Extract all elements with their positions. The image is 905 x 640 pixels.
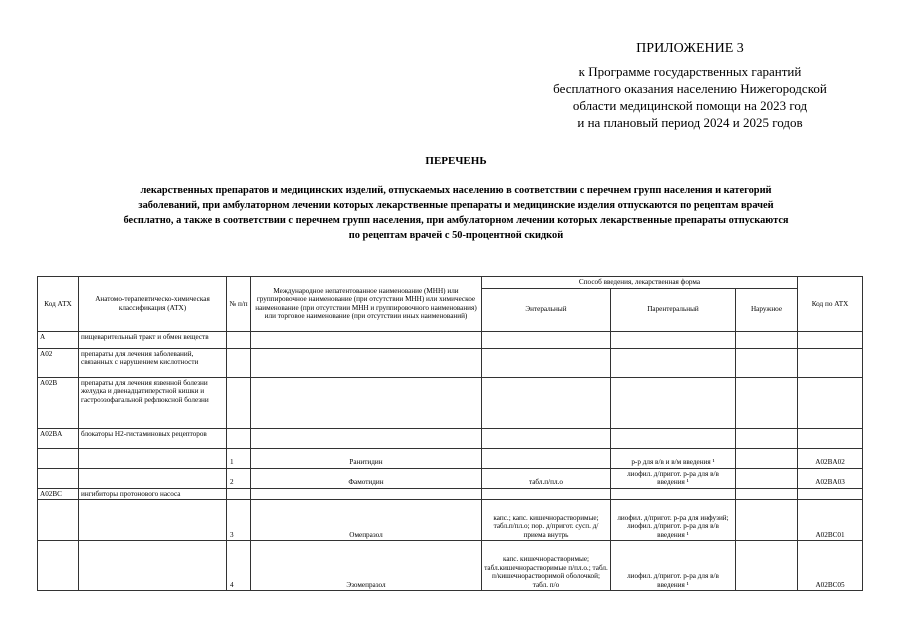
cell-atc — [798, 428, 863, 448]
subtitle-line: лекарственных препаратов и медицинских изделий, отпускаемых населению в соответствии с перечнем групп населения и категорий — [140, 185, 772, 196]
cell-external — [736, 348, 798, 377]
subtitle-line: по рецептам врачей с 50-процентной скидкой — [348, 230, 564, 241]
table-row — [38, 488, 863, 500]
table-row — [38, 448, 863, 468]
cell-enteral: капс. кишечнорастворимые; табл.кишечнорастворимые п/пл.о.; табл. п/кишечнорастворимой оболочкой; табл. п/о — [482, 541, 611, 591]
cell-drug-name — [251, 488, 482, 500]
cell-classification — [79, 468, 227, 488]
header-external: Наружное — [736, 288, 798, 331]
drug-list-table — [37, 276, 863, 591]
cell-code — [38, 468, 79, 488]
header-parenteral: Парентеральный — [611, 288, 736, 331]
cell-external — [736, 377, 798, 428]
cell-code: A02BC — [38, 488, 79, 500]
document-subtitle — [80, 183, 832, 243]
cell-external — [736, 428, 798, 448]
table-row — [38, 428, 863, 448]
appendix-line: области медицинской помощи на 2023 год — [572, 98, 808, 113]
cell-drug-name — [251, 377, 482, 428]
cell-parenteral — [611, 377, 736, 428]
cell-code — [38, 500, 79, 541]
header-number: № п/п — [227, 277, 251, 332]
cell-enteral — [482, 331, 611, 348]
cell-code: A02 — [38, 348, 79, 377]
cell-atc — [798, 488, 863, 500]
cell-parenteral — [611, 348, 736, 377]
cell-classification: препараты для лечения заболеваний, связанных с нарушением кислотности — [79, 348, 227, 377]
appendix-line: к Программе государственных гарантий — [578, 64, 802, 79]
cell-enteral — [482, 428, 611, 448]
cell-atc — [798, 348, 863, 377]
table-row — [38, 541, 863, 591]
cell-classification: пищеварительный тракт и обмен веществ — [79, 331, 227, 348]
cell-atc: A02BA03 — [798, 468, 863, 488]
cell-number: 4 — [227, 541, 251, 591]
cell-enteral: капс.; капс. кишечнорастворимые; табл.п/пл.о; пор. д/пригот. сусп. д/приема внутрь — [482, 500, 611, 541]
cell-drug-name: Омепразол — [251, 500, 482, 541]
cell-parenteral — [611, 428, 736, 448]
cell-number — [227, 488, 251, 500]
table-row — [38, 331, 863, 348]
cell-drug-name — [251, 348, 482, 377]
cell-number — [227, 428, 251, 448]
cell-external — [736, 448, 798, 468]
header-drug-name: Международное непатентованное наименование (МНН) или группировочное наименование (при отсутствии МНН) или химическое наименование (при отсутствии МНН и группировочного наименования) или торговое наименование (при отсутствии иных наименований) — [251, 277, 482, 332]
cell-drug-name: Фамотидин — [251, 468, 482, 488]
header-atc-code-right: Код по АТХ — [798, 277, 863, 332]
cell-number — [227, 377, 251, 428]
header-route-group: Способ введения, лекарственная форма — [482, 277, 798, 289]
cell-number — [227, 331, 251, 348]
appendix-line: бесплатного оказания населению Нижегородской — [553, 81, 827, 96]
cell-classification: препараты для лечения язвенной болезни желудка и двенадцатиперстной кишки и гастроэзофагальной рефлюксной болезни — [79, 377, 227, 428]
cell-external — [736, 331, 798, 348]
cell-code: A02B — [38, 377, 79, 428]
cell-atc: A02BC05 — [798, 541, 863, 591]
appendix-line: и на плановый период 2024 и 2025 годов — [577, 115, 803, 130]
cell-drug-name — [251, 428, 482, 448]
cell-atc: A02BC01 — [798, 500, 863, 541]
header-atc-code: Код АТХ — [38, 277, 79, 332]
subtitle-line: заболеваний, при амбулаторном лечении которых лекарственные препараты и медицинские изделия отпускаются по рецептам врачей — [138, 200, 774, 211]
cell-parenteral — [611, 488, 736, 500]
cell-drug-name: Эзомепразол — [251, 541, 482, 591]
table-row — [38, 377, 863, 428]
cell-external — [736, 468, 798, 488]
appendix-title: ПРИЛОЖЕНИЕ 3 — [636, 41, 744, 56]
cell-enteral — [482, 448, 611, 468]
cell-enteral: табл.п/пл.о — [482, 468, 611, 488]
cell-atc — [798, 331, 863, 348]
cell-atc — [798, 377, 863, 428]
header-atc-classification: Анатомо-терапевтическо-химическая классификация (АТХ) — [79, 277, 227, 332]
cell-external — [736, 541, 798, 591]
cell-classification: блокаторы Н2-гистаминовых рецепторов — [79, 428, 227, 448]
cell-number: 3 — [227, 500, 251, 541]
cell-classification: ингибиторы протонового насоса — [79, 488, 227, 500]
cell-code: A — [38, 331, 79, 348]
table-row — [38, 468, 863, 488]
cell-code — [38, 541, 79, 591]
cell-atc: A02BA02 — [798, 448, 863, 468]
table-row — [38, 500, 863, 541]
cell-enteral — [482, 377, 611, 428]
document-heading: ПЕРЕЧЕНЬ — [425, 155, 487, 167]
header-enteral: Энтеральный — [482, 288, 611, 331]
subtitle-line: бесплатно, а также в соответствии с перечнем групп населения, при амбулаторном лечении которых лекарственные препараты отпускаются — [123, 215, 789, 226]
cell-parenteral: лиофил. д/пригот. р-ра для в/в введения ¹ — [611, 541, 736, 591]
cell-code: A02BA — [38, 428, 79, 448]
cell-external — [736, 488, 798, 500]
cell-number — [227, 348, 251, 377]
cell-classification — [79, 500, 227, 541]
cell-number: 2 — [227, 468, 251, 488]
cell-parenteral — [611, 331, 736, 348]
cell-classification — [79, 448, 227, 468]
cell-external — [736, 500, 798, 541]
cell-classification — [79, 541, 227, 591]
cell-enteral — [482, 348, 611, 377]
cell-drug-name: Ранитидин — [251, 448, 482, 468]
cell-drug-name — [251, 331, 482, 348]
appendix-block — [540, 40, 840, 131]
cell-parenteral: лиофил. д/пригот. р-ра для инфузий; лиофил. д/пригот. р-ра для в/в введения ¹ — [611, 500, 736, 541]
cell-code — [38, 448, 79, 468]
cell-parenteral: лиофил. д/пригот. р-ра для в/в введения ¹ — [611, 468, 736, 488]
cell-number: 1 — [227, 448, 251, 468]
cell-enteral — [482, 488, 611, 500]
cell-parenteral: р-р для в/в и в/м введения ¹ — [611, 448, 736, 468]
table-row — [38, 348, 863, 377]
